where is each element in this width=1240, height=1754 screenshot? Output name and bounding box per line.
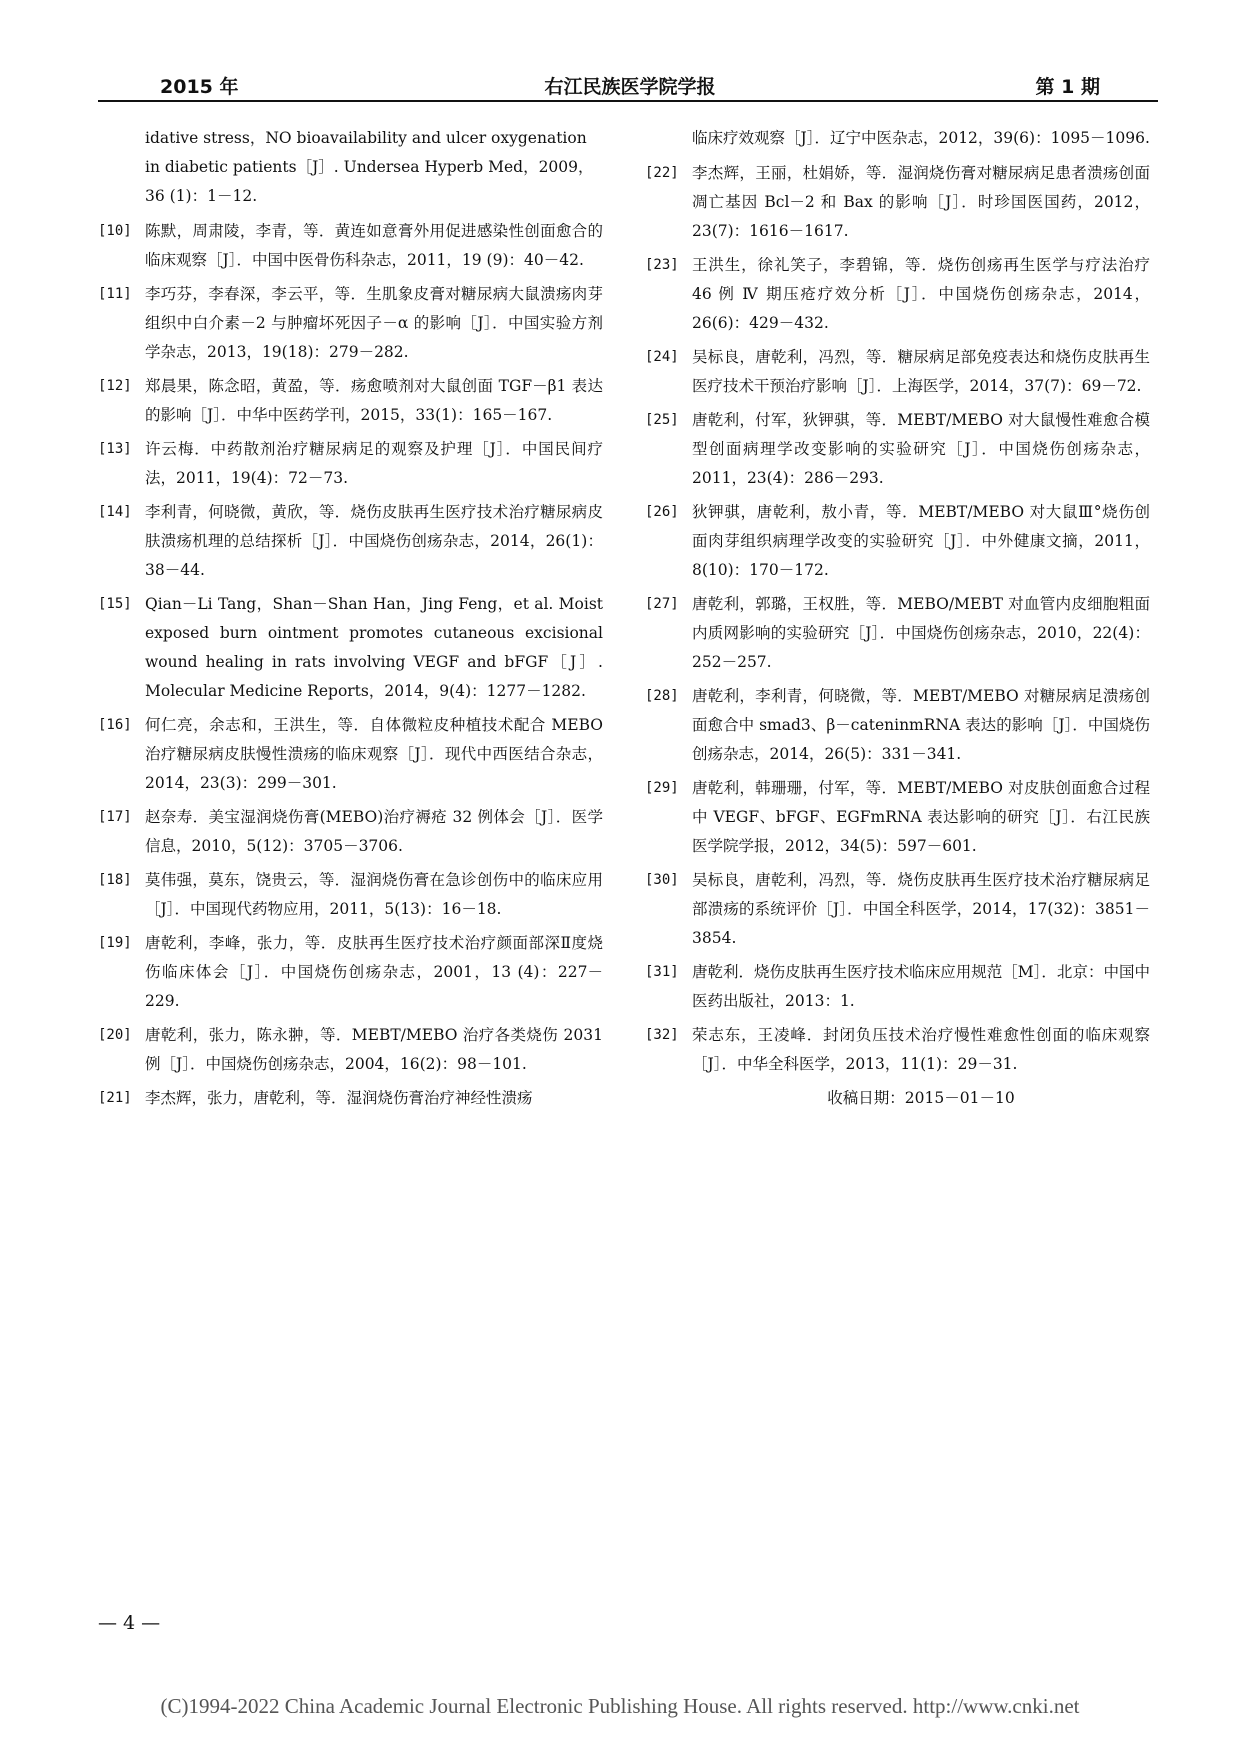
reference-text: 唐乾利．烧伤皮肤再生医疗技术临床应用规范［M］．北京：中国中医药出版社，2013：1.	[692, 963, 1150, 1010]
header-year: 2015 年	[160, 76, 239, 98]
reference-item	[98, 217, 603, 275]
reference-item	[645, 1021, 1150, 1079]
reference-text: 唐乾利，郭璐，王权胜，等．MEBO/MEBT 对血管内皮细胞粗面内质网影响的实验研究［J］．中国烧伤创疡杂志，2010，22(4)：252－257.	[692, 595, 1150, 671]
right-reference-list	[645, 159, 1150, 1079]
reference-number: [18]	[98, 872, 132, 888]
reference-number: [27]	[645, 596, 679, 612]
reference-item	[98, 372, 603, 430]
reference-text: 陈默，周肃陵，李青，等．黄连如意膏外用促进感染性创面愈合的临床观察［J］．中国中医骨伤科杂志，2011，19 (9)：40－42.	[145, 222, 603, 269]
reference-number: [20]	[98, 1027, 132, 1043]
right-column	[645, 124, 1150, 1113]
reference-item	[645, 159, 1150, 246]
page-number: — 4 —	[98, 1612, 161, 1634]
reference-item	[645, 406, 1150, 493]
reference-item	[98, 590, 603, 706]
reference-item	[98, 1021, 603, 1079]
reference-item	[98, 498, 603, 585]
reference-number: [12]	[98, 378, 132, 394]
reference-item	[98, 711, 603, 798]
reference-item	[98, 803, 603, 861]
left-column	[98, 124, 603, 1118]
reference-number: [29]	[645, 780, 679, 796]
reference-item	[645, 343, 1150, 401]
reference-number: [22]	[645, 165, 679, 181]
header-rule	[98, 100, 1158, 102]
reference-text: 唐乾利，张力，陈永翀，等．MEBT/MEBO 治疗各类烧伤 2031 例［J］．中国烧伤创疡杂志，2004，16(2)：98－101.	[145, 1026, 603, 1073]
reference-item	[98, 280, 603, 367]
reference-text: 李巧芬，李春深，李云平，等．生肌象皮膏对糖尿病大鼠溃疡肉芽组织中白介素－2 与肿瘤坏死因子－α 的影响［J］．中国实验方剂学杂志，2013，19(18)：279－282.	[145, 285, 603, 361]
reference-item	[645, 774, 1150, 861]
reference-text: 莫伟强，莫东，饶贵云，等．湿润烧伤膏在急诊创伤中的临床应用［J］．中国现代药物应用，2011，5(13)：16－18.	[145, 871, 603, 918]
page-header	[160, 70, 1100, 102]
reference-text: 唐乾利，李利青，何晓微，等．MEBT/MEBO 对糖尿病足溃疡创面愈合中 smad3、β－cateninmRNA 表达的影响［J］．中国烧伤创疡杂志，2014，26(5)：331－341.	[692, 687, 1150, 763]
right-continuation-text: 临床疗效观察［J］．辽宁中医杂志，2012，39(6)：1095－1096.	[692, 129, 1150, 147]
reference-text: 李利青，何晓微，黄欣，等．烧伤皮肤再生医疗技术治疗糖尿病皮肤溃疡机理的总结探析［J］．中国烧伤创疡杂志，2014，26(1)：38－44.	[145, 503, 603, 579]
reference-number: [24]	[645, 349, 679, 365]
reference-item	[98, 866, 603, 924]
header-issue: 第 1 期	[1035, 76, 1100, 98]
reference-text: 王洪生，徐礼笑子，李碧锦，等．烧伤创疡再生医学与疗法治疗 46 例 Ⅳ 期压疮疗效分析［J］．中国烧伤创疡杂志，2014，26(6)：429－432.	[692, 256, 1150, 332]
reference-item	[645, 498, 1150, 585]
reference-number: [21]	[98, 1090, 132, 1106]
reference-text: Qian－Li Tang，Shan－Shan Han，Jing Feng，et al. Moist exposed burn ointment promotes cutaneous excisional wound healing in rats involving VEGF and bFGF［J］. Molecular Medicine Reports，2014，9(4)：1277－1282.	[145, 595, 603, 700]
reference-text: 荣志东，王凌峰．封闭负压技术治疗慢性难愈性创面的临床观察［J］．中华全科医学，2013，11(1)：29－31.	[692, 1026, 1150, 1073]
reference-number: [15]	[98, 596, 132, 612]
reference-item	[645, 590, 1150, 677]
reference-text: 狄钾骐，唐乾利，敖小青，等．MEBT/MEBO 对大鼠Ⅲ°烧伤创面肉芽组织病理学改变的实验研究［J］．中外健康文摘，2011，8(10)：170－172.	[692, 503, 1150, 579]
reference-number: [10]	[98, 223, 132, 239]
reference-text: 赵奈寿．美宝湿润烧伤膏(MEBO)治疗褥疮 32 例体会［J］．医学信息，2010，5(12)：3705－3706.	[145, 808, 603, 855]
reference-text: 李杰辉，张力，唐乾利，等．湿润烧伤膏治疗神经性溃疡	[145, 1089, 533, 1107]
reference-item	[645, 251, 1150, 338]
reference-item	[645, 958, 1150, 1016]
left-reference-list	[98, 217, 603, 1113]
reference-text: 吴标良，唐乾利，冯烈，等．烧伤皮肤再生医疗技术治疗糖尿病足部溃疡的系统评价［J］．中国全科医学，2014，17(32)：3851－3854.	[692, 871, 1150, 947]
reference-text: 李杰辉，王丽，杜娟娇，等．湿润烧伤膏对糖尿病足患者溃疡创面凋亡基因 Bcl－2 和 Bax 的影响［J］．时珍国医国药，2012，23(7)：1616－1617.	[692, 164, 1150, 240]
reference-text: 何仁亮，余志和，王洪生，等．自体微粒皮种植技术配合 MEBO 治疗糖尿病皮肤慢性溃疡的临床观察［J］．现代中西医结合杂志，2014，23(3)：299－301.	[145, 716, 603, 792]
reference-text: 许云梅．中药散剂治疗糖尿病足的观察及护理［J］．中国民间疗法，2011，19(4)：72－73.	[145, 440, 603, 487]
reference-number: [13]	[98, 441, 132, 457]
reference-number: [30]	[645, 872, 679, 888]
reference-number: [14]	[98, 504, 132, 520]
reference-number: [25]	[645, 412, 679, 428]
reference-number: [16]	[98, 717, 132, 733]
reference-item	[645, 682, 1150, 769]
reference-text: 唐乾利，韩珊珊，付军，等．MEBT/MEBO 对皮肤创面愈合过程中 VEGF、bFGF、EGFmRNA 表达影响的研究［J］．右江民族医学院学报，2012，34(5)：597－601.	[692, 779, 1150, 855]
reference-number: [31]	[645, 964, 679, 980]
reference-number: [28]	[645, 688, 679, 704]
reference-item	[645, 866, 1150, 953]
reference-number: [11]	[98, 286, 132, 302]
reference-text: 唐乾利，付军，狄钾骐，等．MEBT/MEBO 对大鼠慢性难愈合模型创面病理学改变影响的实验研究［J］．中国烧伤创疡杂志，2011，23(4)：286－293.	[692, 411, 1150, 487]
received-date: 收稿日期：2015－01－10	[827, 1089, 1015, 1107]
reference-number: [17]	[98, 809, 132, 825]
header-journal-title: 右江民族医学院学报	[544, 76, 716, 98]
left-continuation-text: idative stress，NO bioavailability and ulcer oxygenation in diabetic patients［J］. Undersea Hyperb Med，2009，36 (1)：1－12.	[145, 129, 594, 205]
reference-item	[98, 435, 603, 493]
reference-item	[98, 1084, 603, 1113]
reference-number: [32]	[645, 1027, 679, 1043]
reference-text: 郑晨果，陈念昭，黄盈，等．疡愈喷剂对大鼠创面 TGF－β1 表达的影响［J］．中华中医药学刊，2015，33(1)：165－167.	[145, 377, 603, 424]
reference-item	[98, 929, 603, 1016]
reference-text: 吴标良，唐乾利，冯烈，等．糖尿病足部免疫表达和烧伤皮肤再生医疗技术干预治疗影响［J］．上海医学，2014，37(7)：69－72.	[692, 348, 1150, 395]
copyright-notice: (C)1994-2022 China Academic Journal Electronic Publishing House. All rights reserved. http://www.cnki.net	[160, 1694, 1080, 1718]
reference-number: [23]	[645, 257, 679, 273]
reference-number: [26]	[645, 504, 679, 520]
reference-number: [19]	[98, 935, 132, 951]
reference-text: 唐乾利，李峰，张力，等．皮肤再生医疗技术治疗颜面部深Ⅱ度烧伤临床体会［J］．中国烧伤创疡杂志，2001，13 (4)：227－229.	[145, 934, 603, 1010]
